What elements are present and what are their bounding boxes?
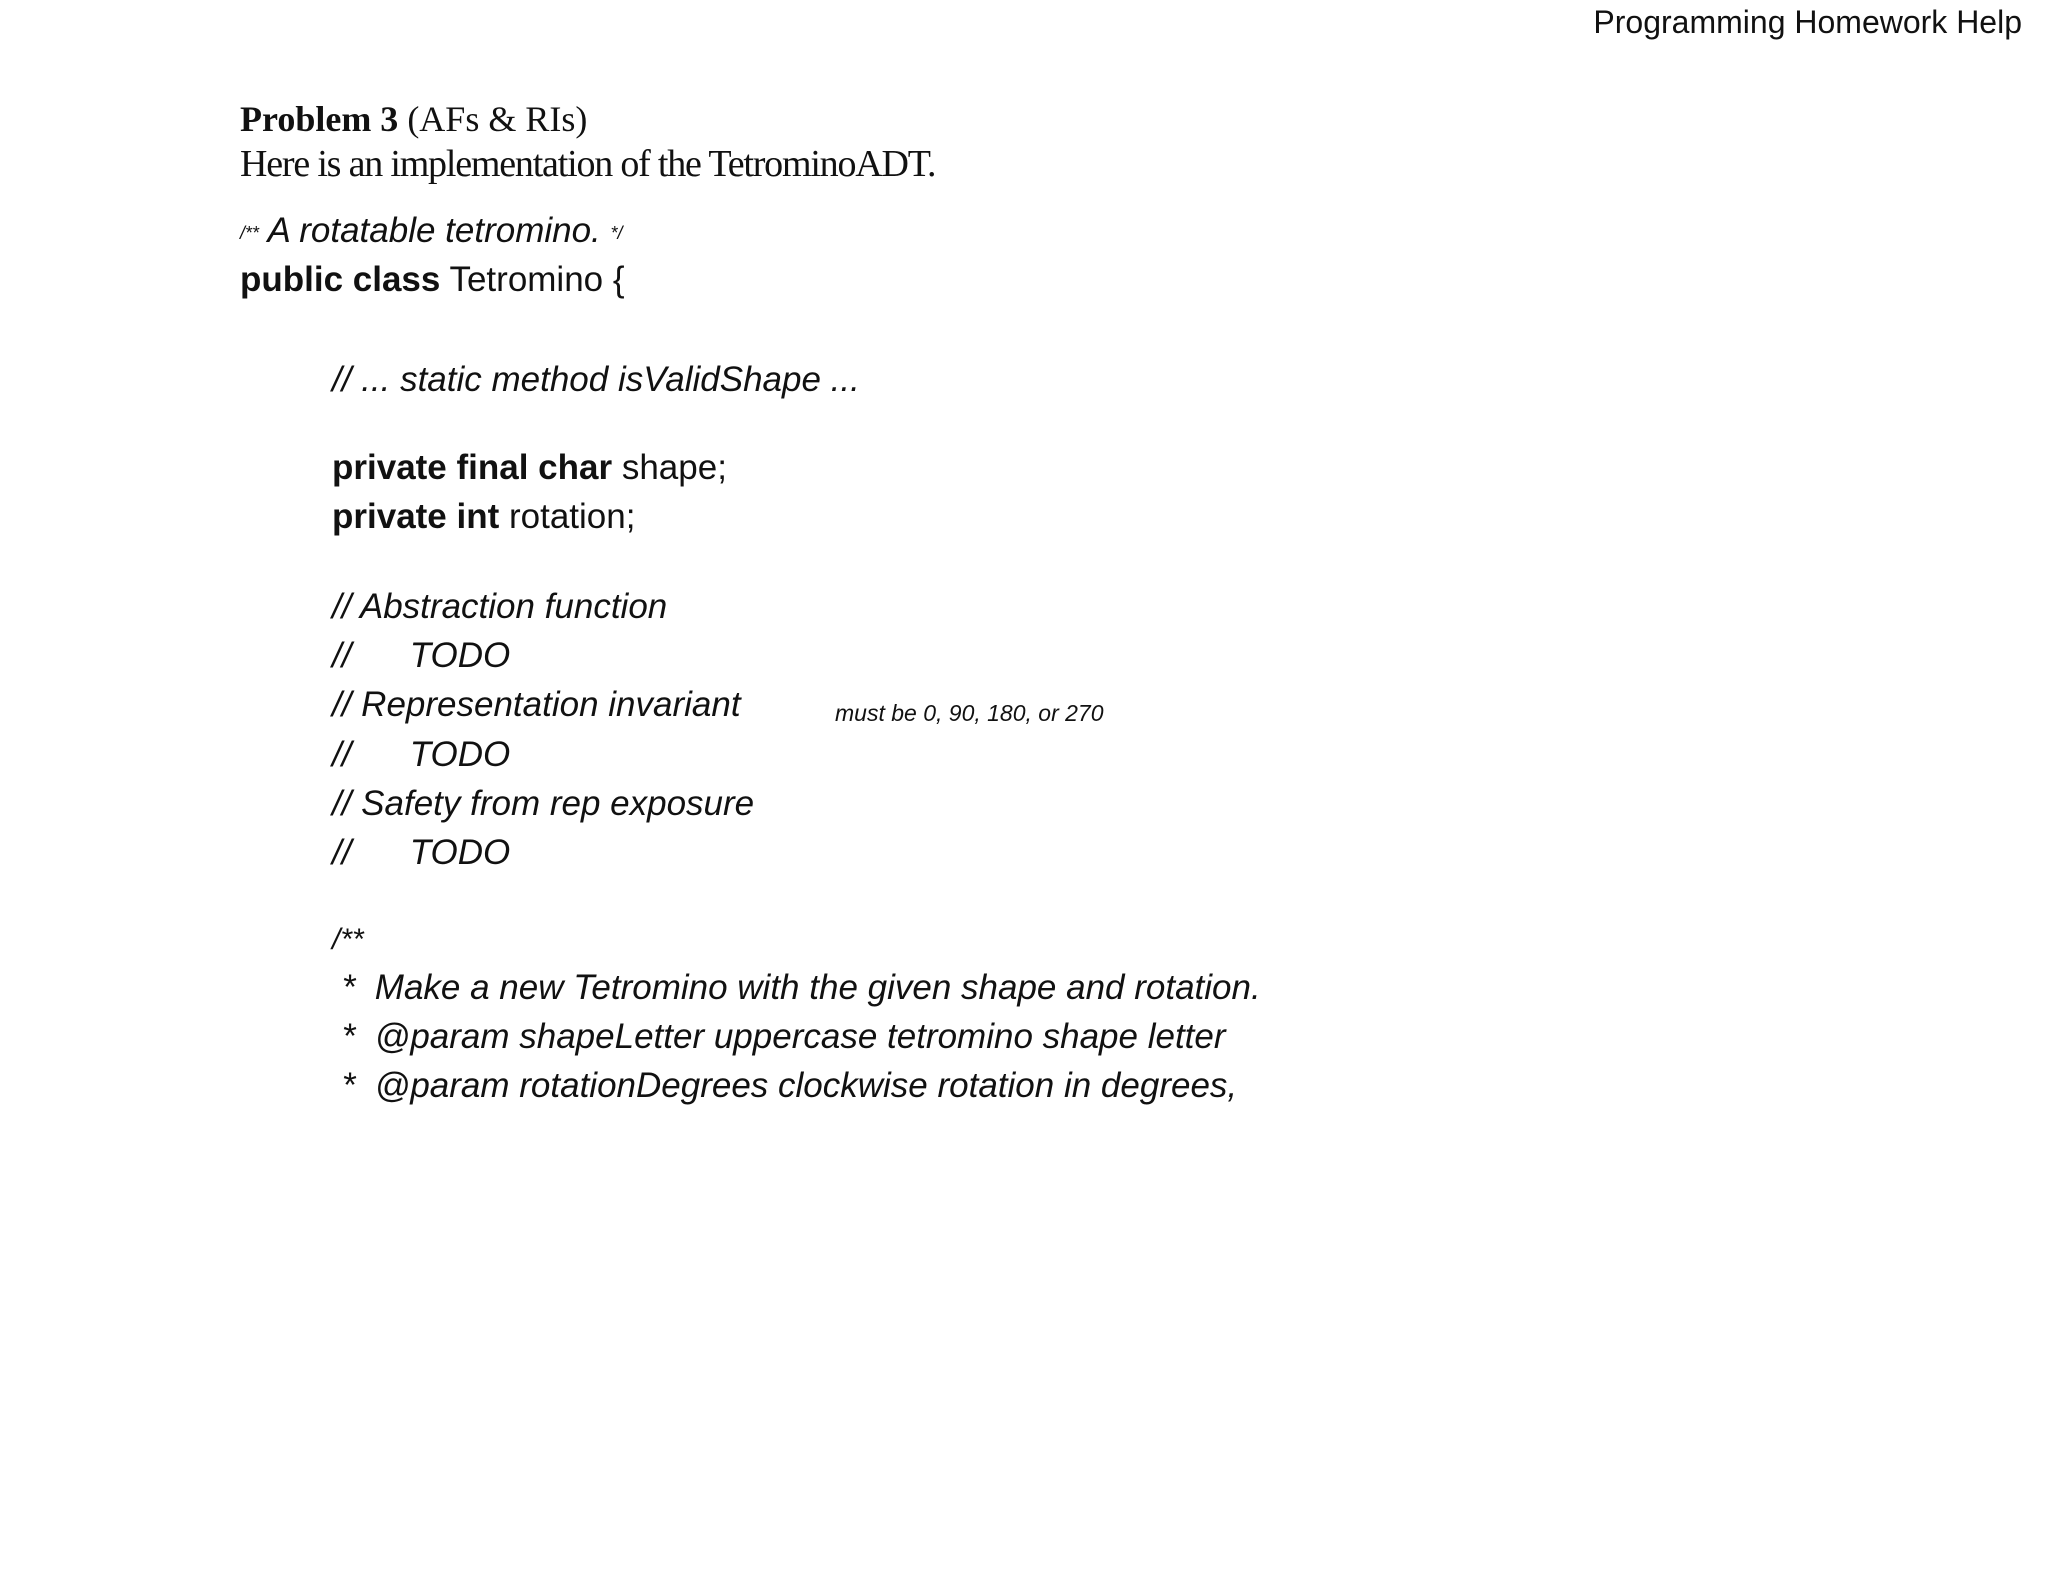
field-shape: [332, 450, 727, 485]
javadoc-open: /**: [332, 923, 364, 956]
class-declaration: [240, 262, 625, 297]
class-name: Tetromino {: [449, 260, 625, 299]
doc-open: /**: [240, 222, 260, 243]
class-doc-comment: [240, 213, 623, 248]
field-shape-keywords: private final char: [332, 448, 613, 487]
sre-heading: // Safety from rep exposure: [332, 784, 755, 823]
problem-title: [240, 98, 587, 140]
field-rotation-keywords: private int: [332, 497, 500, 536]
problem-intro: Here is an implementation of the TetrominoADT.: [240, 143, 936, 185]
af-todo: // TODO: [332, 636, 511, 675]
javadoc-line-2: * @param shapeLetter uppercase tetromino shape letter: [332, 1017, 1226, 1056]
doc-close: */: [610, 222, 623, 243]
javadoc-line-3: * @param rotationDegrees clockwise rotation in degrees,: [332, 1066, 1238, 1105]
problem-label: Problem 3: [240, 99, 399, 139]
static-method-comment: // ... static method isValidShape ...: [332, 360, 860, 399]
ri-todo: // TODO: [332, 735, 511, 774]
problem-topic: (AFs & RIs): [407, 99, 588, 139]
field-shape-name: shape;: [621, 448, 727, 487]
doc-text: A rotatable tetromino.: [267, 211, 601, 250]
class-keywords: public class: [240, 260, 441, 299]
sre-todo: // TODO: [332, 833, 511, 872]
field-rotation: [332, 499, 635, 534]
javadoc-line-1: * Make a new Tetromino with the given shape and rotation.: [332, 968, 1261, 1007]
af-heading: // Abstraction function: [332, 587, 668, 626]
ri-annotation: must be 0, 90, 180, or 270: [835, 700, 1104, 726]
ri-heading: // Representation invariant: [332, 685, 741, 724]
header-note: Programming Homework Help: [1593, 4, 2022, 40]
field-rotation-name: rotation;: [509, 497, 636, 536]
